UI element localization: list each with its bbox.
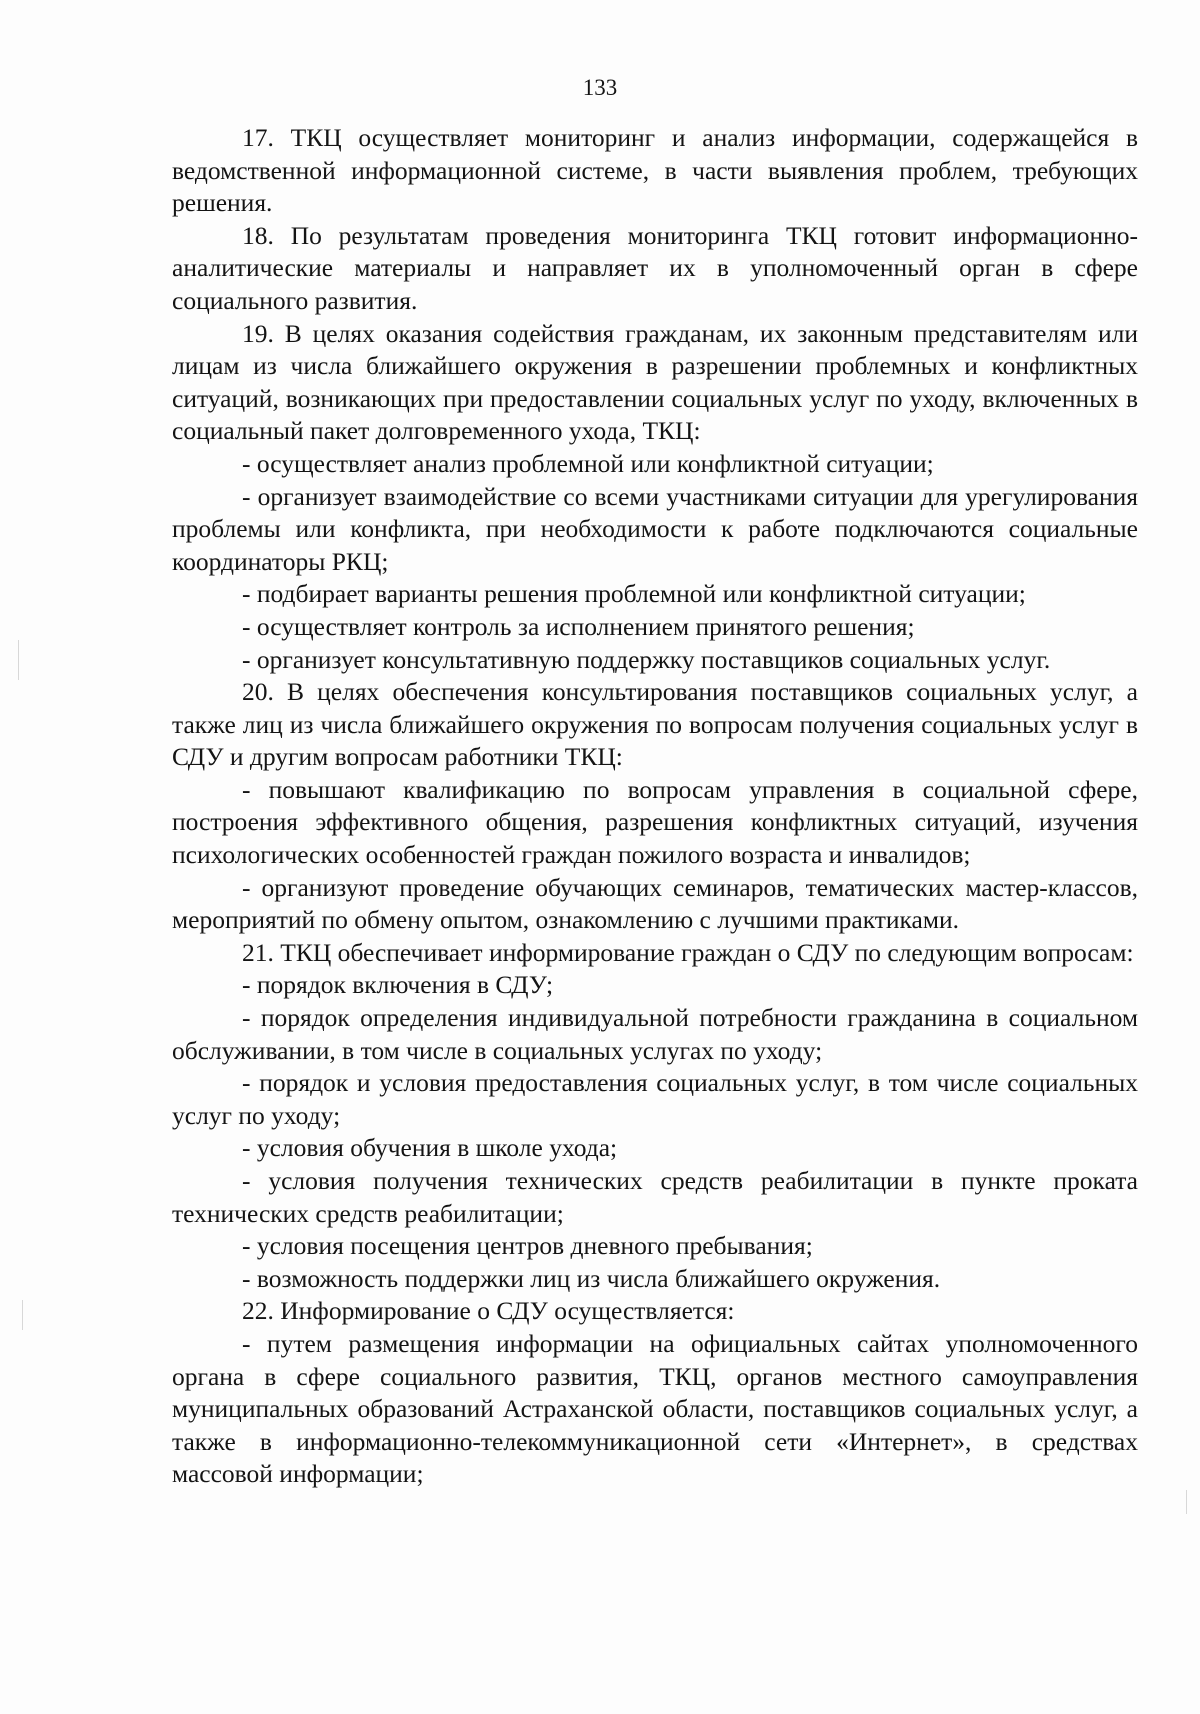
list-item: - повышают квалификацию по вопросам управления в социальной сфере, построения эффективного общения, разрешения конфликтных ситуаций, изучения психологических особенностей граждан пожилого возраста и инвалидов; [172, 774, 1138, 870]
scan-artifact [18, 640, 19, 680]
list-item: - организует консультативную поддержку поставщиков социальных услуг. [242, 644, 1051, 674]
paragraph-18: 18. По результатам проведения мониторинга ТКЦ готовит информационно-аналитические материалы и направляет их в уполномоченный орган в сфере социального развития. [172, 220, 1138, 315]
list-item: - порядок включения в СДУ; [242, 970, 554, 1000]
list-item: - порядок определения индивидуальной потребности гражданина в социальном обслуживании, в том числе в социальных услугах по уходу; [172, 1003, 1138, 1065]
paragraph-19: 19. В целях оказания содействия гражданам, их законным представителям или лицам из числа ближайшего окружения в разрешении проблемных и конфликтных ситуаций, возникающих при предоставлении социальных услуг по уходу, включенных в социальный пакет долговременного ухода, ТКЦ: [172, 318, 1138, 446]
list-item: - условия получения технических средств реабилитации в пункте проката технических средств реабилитации; [172, 1166, 1138, 1228]
list-item: - подбирает варианты решения проблемной или конфликтной ситуации; [242, 579, 1026, 609]
list-item: - условия обучения в школе ухода; [242, 1133, 618, 1163]
paragraph-22: 22. Информирование о СДУ осуществляется: [242, 1296, 735, 1326]
scan-artifact [1186, 1490, 1187, 1514]
list-item: - осуществляет анализ проблемной или конфликтной ситуации; [242, 448, 934, 478]
paragraph-17: 17. ТКЦ осуществляет мониторинг и анализ информации, содержащейся в ведомственной информационной системе, в части выявления проблем, требующих решения. [172, 123, 1138, 218]
list-item: - условия посещения центров дневного пребывания; [242, 1231, 813, 1261]
list-item: - организуют проведение обучающих семинаров, тематических мастер-классов, мероприятий по обмену опытом, ознакомлению с лучшими практиками. [172, 872, 1138, 935]
list-item: - осуществляет контроль за исполнением принятого решения; [242, 611, 915, 641]
list-item: - порядок и условия предоставления социальных услуг, в том числе социальных услуг по уходу; [172, 1068, 1138, 1130]
paragraph-20: 20. В целях обеспечения консультирования поставщиков социальных услуг, а также лиц из числа ближайшего окружения по вопросам получения социальных услуг в СДУ и другим вопросам работники ТКЦ: [172, 677, 1138, 772]
scan-artifact [22, 1300, 23, 1330]
list-item: - путем размещения информации на официальных сайтах уполномоченного органа в сфере социального развития, ТКЦ, органов местного самоуправления муниципальных образований Астраханской области, поставщиков социальных услуг, а также в информационно-телекоммуникационной сети «Интернет», в средствах массовой информации; [172, 1328, 1138, 1489]
paragraph-21: 21. ТКЦ обеспечивает информирование граждан о СДУ по следующим вопросам: [242, 937, 1134, 967]
list-item: - возможность поддержки лиц из числа ближайшего окружения. [242, 1263, 941, 1293]
page-number: 133 [582, 75, 618, 100]
list-item: - организует взаимодействие со всеми участниками ситуации для урегулирования проблемы или конфликта, при необходимости к работе подключаются социальные координаторы РКЦ; [172, 481, 1138, 576]
document-body [172, 122, 1138, 1491]
